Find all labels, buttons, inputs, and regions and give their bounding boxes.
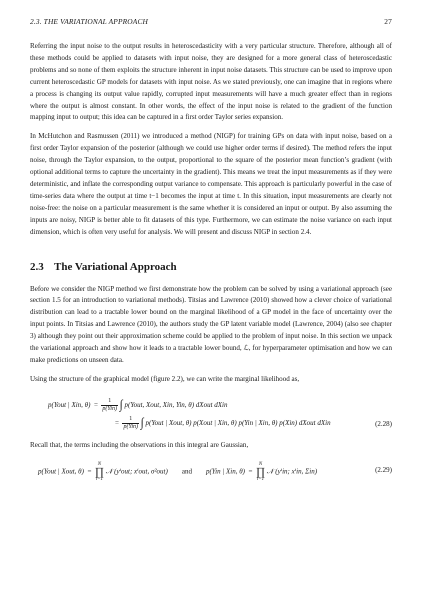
- eq1-frac-num: 1: [101, 398, 118, 406]
- running-head: [30, 17, 392, 29]
- eq3-and: and: [181, 467, 192, 476]
- product-operator: N ∏ i=1: [94, 461, 104, 482]
- paragraph-variational-approach: Before we consider the NIGP method we first demonstrate how the problem can be solved by using a variational approach (see section 1.5 for an introduction to variational methods). Titsias and Lawrence (2010) showed how a clever choice of variational distribution can lead to a tractable lower bound on the marginal likelihood of a GP model in the face of uncertainty over the input points. In Titsias and Lawrence (2010), the authors study the GP latent variable model (Lawrence, 2004) (also see chapter 3) although they point out their approximation scheme could be applied to the problem of input noise. In this section we unpack the variational approach and show how it leads to a tractable lower bound, ℒ, for hyperparameter optimisation and how we can make predictions on unseen data.: [30, 284, 392, 364]
- equation-line-2: [115, 416, 331, 431]
- eq2-equals: =: [115, 418, 119, 427]
- section-heading: [30, 260, 392, 274]
- eq1-fraction: [101, 398, 118, 413]
- eq3-rhs: 𝒩 (yⁱout; xⁱout, σ²out): [105, 467, 168, 476]
- eq1-equals: =: [93, 400, 98, 409]
- body-text: [30, 41, 392, 484]
- eq2-fraction: [122, 416, 139, 431]
- paragraph-marginal-likelihood-intro: Using the structure of the graphical model (figure 2.2), we can write the marginal likelihood as,: [30, 374, 300, 383]
- eq1-lhs: p(Yout | Xin, θ): [48, 400, 91, 409]
- section-number: 2.3: [30, 260, 44, 273]
- paragraph-gaussian-terms: Recall that, the terms including the observations in this integral are Gaussian,: [30, 440, 249, 449]
- eq2-frac-den: p(Yin): [123, 423, 139, 430]
- eq4-lhs: p(Yin | Xin, θ): [205, 467, 246, 476]
- eq2-frac-num: 1: [122, 416, 139, 424]
- paragraph-heteroscedasticity: Referring the input noise to the output results in heteroscedasticity with a very particular structure. Therefore, although all of these methods could be applied to datasets with input noise, they are designed for a more general class of heteroscedastic problems and so none of them exploits the structure inherent in input noise datasets. This structure can be used to improve upon current heteroscedastic GP models for datasets with input noise. As we stated previously, one can imagine that in regions where a process is changing its output value rapidly, corrupted input measurements will have a much greater effect than in regions where the output is almost constant. In other words, the effect of the input noise is related to the gradient of the function mapping input to output; this idea can be captured in a first order Taylor series expansion.: [30, 42, 392, 122]
- integral-sign: ∫: [119, 398, 123, 413]
- eq3-lhs: p(Yout | Xout, θ): [38, 467, 84, 476]
- equation-2-28: [30, 394, 392, 434]
- eq1-rhs2: p(Yout | Xout, θ) p(Xout | Xin, θ) p(Yin | Xin, θ) p(Xin) dXout dXin: [145, 418, 331, 427]
- section-title: The Variational Approach: [54, 260, 177, 273]
- running-head-title: 2.3. THE VARIATIONAL APPROACH: [30, 17, 149, 26]
- equation-line-1: [48, 398, 227, 413]
- eq1-rhs1: p(Yout, Xout, Xin, Yin, θ) dXout dXin: [124, 400, 228, 409]
- eq4-rhs: 𝒩 (yⁱin; xⁱin, Σin): [266, 467, 318, 476]
- equation-number: (2.28): [375, 419, 392, 428]
- integral-sign: ∫: [140, 416, 144, 431]
- eq1-frac-den: p(Yin): [102, 405, 117, 412]
- equation-number: (2.29): [375, 465, 392, 474]
- page-number: 27: [384, 17, 392, 26]
- equation-2-29: [30, 458, 392, 484]
- equation-line-3: p(Yout | Xout, θ) = N ∏ i=1 𝒩 (yⁱout; xⁱout, σ²out) and p(Yin | Xin, θ) = N ∏ i=1 𝒩 (yⁱin; xⁱin, Σin): [38, 461, 318, 482]
- paragraph-nigp-intro: In McHutchon and Rasmussen (2011) we introduced a method (NIGP) for training GPs on data with input noise, based on a first order Taylor expansion of the posterior (although we could use higher order terms if desired). The method refers the input noise, through the Taylor expansion, to the output, proportional to the square of the posterior mean function’s gradient (with optional additional terms to capture the uncertainty in the gradient). This means we treat the input measurements as if they were deterministic, and inflate the corresponding output variance to compensate. This approach is particularly powerful in the case of time-series data where the output at time t−1 becomes the input at time t. In this situation, input measurements are clearly not noise-free: the noise on a particular measurement is the same whether it is considered an input or output. By also assuming the inputs are noisy, NIGP is better able to fit datasets of this type. Furthermore, we can estimate the noise variance on each input dimension, which is often very useful for analysis. We will present and discuss NIGP in section 2.4.: [30, 132, 392, 236]
- product-operator: N ∏ i=1: [255, 461, 266, 482]
